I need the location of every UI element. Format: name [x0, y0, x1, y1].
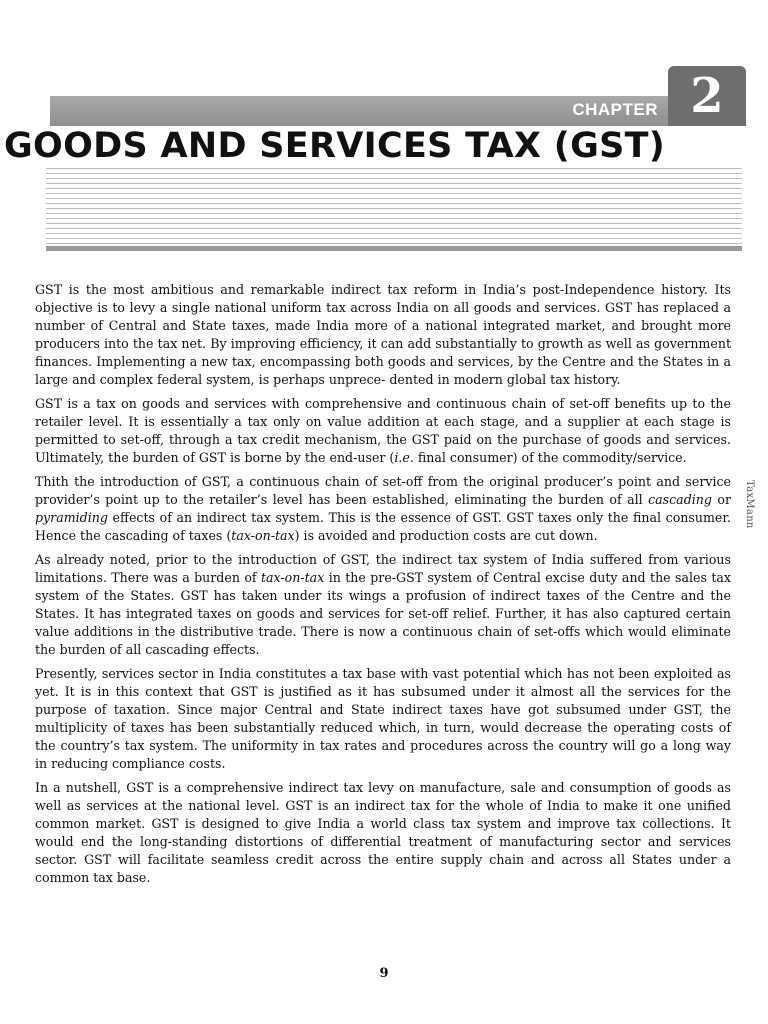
- paragraph-4-italic-tax-on-tax: tax-on-tax: [260, 570, 325, 585]
- paragraph-3-italic-tax-on-tax: tax-on-tax: [231, 528, 295, 543]
- paragraph-2-text: GST is a tax on goods and services with comprehensive and continuous chain of set-off benefits up to the retailer level. It is essentially a tax only on value addition at each stage, and a supplier at each stage is permitted to set-off, through a tax credit mechanism, the GST paid on the purchase of goods and services. Ultimately, the burden of GST is borne by the end-user (: [35, 396, 731, 465]
- paragraph-3-text-end: ) is avoided and production costs are cut down.: [294, 528, 598, 543]
- chapter-number-box: [668, 66, 746, 126]
- paragraph-3-italic-cascading: cascading: [648, 492, 712, 507]
- paragraph-3-text-mid: effects of an indirect tax system. This is the essence of GST. GST taxes only the final consumer. Hence the cascading of taxes (: [35, 510, 731, 543]
- paragraph-6: In a nutshell, GST is a comprehensive indirect tax levy on manufacture, sale and consumption of goods as well as services at the national level. GST is an indirect tax for the whole of India to make it one unified common market. GST is designed to give India a world class tax system and improve tax collections. It would end the long-standing distortions of differential treatment of manufacturing sector and services sector. GST will facilitate seamless credit across the entire supply chain and across all States under a common tax base.: [35, 780, 731, 885]
- paragraph-1: GST is the most ambitious and remarkable indirect tax reform in India’s post-Independence history. Its objective is to levy a single national uniform tax across India on all goods and services. GST has replaced a number of Central and State taxes, made India more of a national integrated market, and brought more producers into the tax net. By improving efficiency, it can add substantially to growth as well as government finances. Implementing a new tax, encompassing both goods and services, by the Centre and the States in a large and complex federal system, is perhaps unprece- dented in modern global tax history.: [35, 282, 731, 387]
- paragraph-3: [35, 473, 731, 545]
- header-divider: [46, 246, 742, 251]
- chapter-title: GOODS AND SERVICES TAX (GST): [4, 126, 666, 166]
- chapter-body: [35, 281, 731, 893]
- paragraph-5: Presently, services sector in India constitutes a tax base with vast potential which has not been exploited as yet. It is in this context that GST is justified as it has subsumed under it almost all the services for the purpose of taxation. Since major Central and State indirect taxes have got subsumed under GST, the multiplicity of taxes has been substantially reduced which, in turn, would decrease the operating costs of the country’s tax system. The uniformity in tax rates and procedures across the country will go a long way in reducing compliance costs.: [35, 666, 731, 771]
- paragraph-2: [35, 395, 731, 467]
- page-number: 9: [379, 966, 389, 981]
- chapter-label: CHAPTER: [572, 100, 658, 119]
- paragraph-3-italic-pyramiding: pyramiding: [35, 510, 108, 525]
- publisher-side-label: TaxMann: [744, 480, 755, 529]
- paragraph-2-text-end: final consumer) of the commodity/service.: [413, 450, 687, 465]
- decorative-rule-lines: [46, 168, 742, 246]
- paragraph-4-text: As already noted, prior to the introduction of GST, the indirect tax system of India suffered from various limitations. There was a burden of: [35, 552, 731, 585]
- chapter-number: 2: [690, 68, 724, 124]
- paragraph-3-or: or: [711, 492, 731, 507]
- paragraph-2-italic: i.e.: [394, 450, 414, 465]
- paragraph-4: [35, 551, 731, 659]
- paragraph-3-text: Thith the introduction of GST, a continuous chain of set-off from the original producer’s point and service provider’s point up to the retailer’s level has been established, eliminating the burden of all: [35, 474, 731, 507]
- paragraph-4-text-end: in the pre-GST system of Central excise duty and the sales tax system of the States. GST has taken under its wings a profusion of indirect taxes of the Centre and the States. It has integrated taxes on goods and services for set-off relief. Further, it has also captured certain value additions in the distributive trade. There is now a continuous chain of set-offs which would eliminate the burden of all cascading effects.: [35, 570, 732, 657]
